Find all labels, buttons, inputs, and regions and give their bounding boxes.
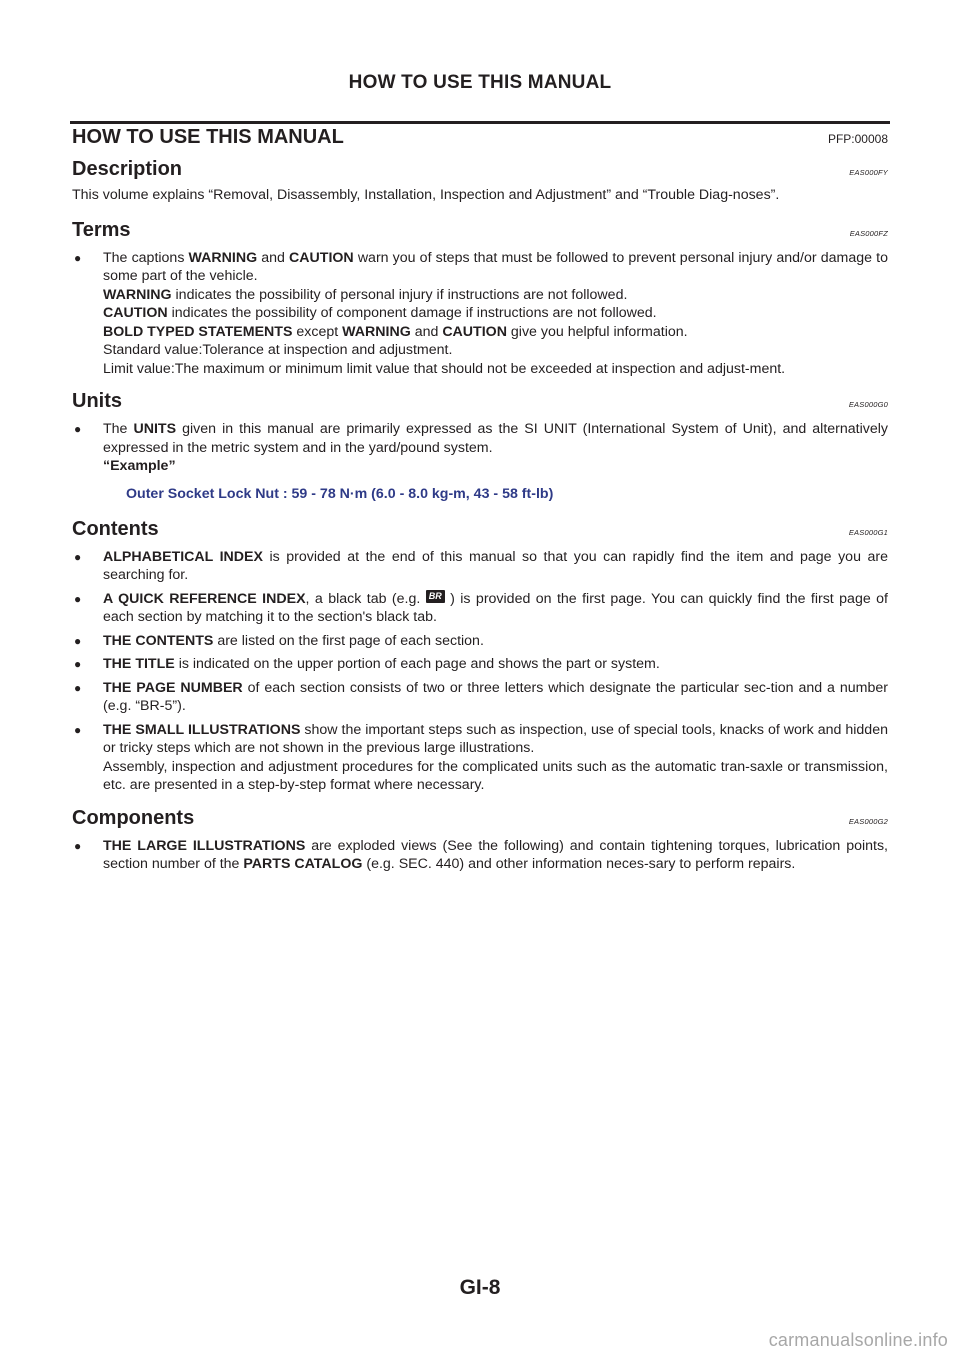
bullet-icon: ● <box>74 250 82 265</box>
page-title: HOW TO USE THIS MANUAL <box>72 126 344 148</box>
description-text: This volume explains “Removal, Disassembly, Installation, Inspection and Adjustment” and “Trouble Diag-noses”. <box>72 187 780 203</box>
section-code: EAS000G1 <box>848 527 888 537</box>
contents-list <box>72 548 888 795</box>
watermark: carmanualsonline.info <box>768 1330 948 1350</box>
bullet-icon: ● <box>74 680 82 695</box>
list-item: ● THE PAGE NUMBER of each section consists of two or three letters which designate the particular sec-tion and a number (e.g. “BR-5”). <box>74 679 888 714</box>
list-item: ● THE SMALL ILLUSTRATIONS show the important steps such as inspection, use of special tools, knacks of work and hidden or tricky steps which are not shown in the previous large illustrations. Assembly, inspection and adjustment procedures for the complicated units such as the automatic tran-saxle or transmission, etc. are presented in a step-by-step format where necessary. <box>74 721 888 793</box>
section-title: Terms <box>72 218 131 241</box>
list-item: ● A QUICK REFERENCE INDEX, a black tab (e.g. BR ) is provided on the first page. You can quickly find the first page of each section by matching it to the section's black tab. <box>74 590 888 625</box>
header-rule <box>70 121 890 124</box>
section-code: EAS000G0 <box>848 400 888 409</box>
section-title: Units <box>72 390 122 412</box>
bullet-icon: ● <box>74 657 82 671</box>
bullet-icon: ● <box>74 722 82 737</box>
bullet-icon: ● <box>74 633 82 648</box>
bullet-icon: ● <box>74 591 82 606</box>
list-item: ● THE LARGE ILLUSTRATIONS are exploded views (See the following) and contain tightening torques, lubrication points, section number of the PARTS CATALOG (e.g. SEC. 440) and other information neces-sary to perform repairs. <box>74 837 888 872</box>
components-list <box>72 837 888 874</box>
section-code: EAS000G2 <box>848 816 888 826</box>
section-title: Description <box>72 158 183 180</box>
list-item: ● ALPHABETICAL INDEX is provided at the end of this manual so that you can rapidly find the item and page you are searching for. <box>74 548 888 583</box>
bullet-icon: ● <box>74 422 82 436</box>
section-terms-header <box>72 217 888 243</box>
list-item: ● The UNITS given in this manual are primarily expressed as the SI UNIT (International System of Unit), and alternatively expressed in the metric system and in the yard/pound system. “Example” <box>74 421 888 474</box>
section-code: EAS000FY <box>849 168 888 177</box>
section-contents-header <box>72 516 888 542</box>
pfp-code: PFP:00008 <box>827 132 888 146</box>
list-item: ● THE TITLE is indicated on the upper portion of each page and shows the part or system. <box>74 656 660 672</box>
list-item: ● The captions WARNING and CAUTION warn you of steps that must be followed to prevent personal injury and/or damage to some part of the vehicle. WARNING indicates the possibility of personal injury if instructions are not followed. CAUTION indicates the possibility of component damage if instructions are not followed. BOLD TYPED STATEMENTS except WARNING and CAUTION give you helpful information. Standard value:Tolerance at inspection and adjustment. Limit value:The maximum or minimum limit value that should not be exceeded at inspection and adjust-ment. <box>74 249 888 377</box>
units-list <box>72 420 888 476</box>
section-code: EAS000FZ <box>849 228 888 238</box>
section-components-header <box>72 805 888 831</box>
section-description-header <box>72 156 888 182</box>
section-title: Contents <box>72 517 159 540</box>
section-title: Components <box>72 806 195 829</box>
example-line: Outer Socket Lock Nut : 59 - 78 N·m (6.0 - 8.0 kg-m, 43 - 58 ft-lb) <box>126 485 554 502</box>
terms-list <box>72 249 888 379</box>
section-units-header <box>72 388 888 414</box>
bullet-icon: ● <box>74 838 82 853</box>
list-item: ● THE CONTENTS are listed on the first page of each section. <box>74 632 484 649</box>
bullet-icon: ● <box>74 549 82 564</box>
running-head: HOW TO USE THIS MANUAL <box>348 72 612 93</box>
page-number: GI-8 <box>459 1276 501 1299</box>
content <box>72 156 888 879</box>
br-tab-icon: BR <box>426 590 445 603</box>
